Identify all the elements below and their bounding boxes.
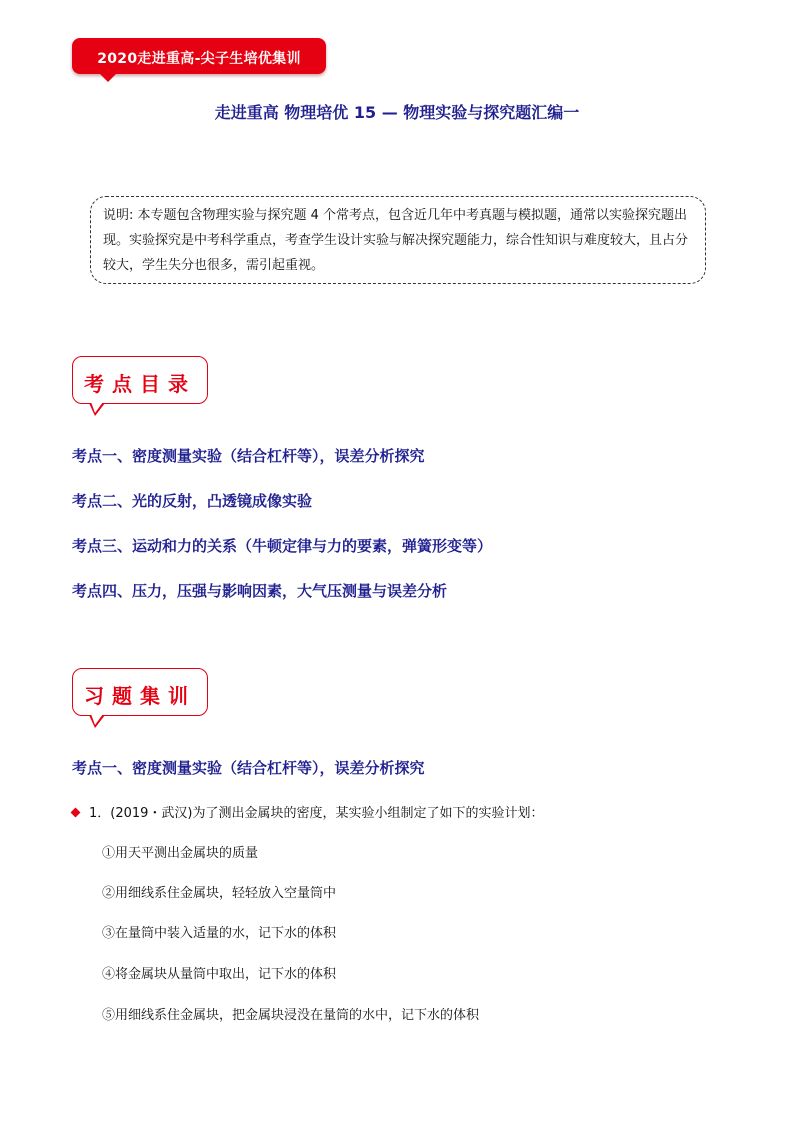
banner-tail <box>100 74 116 82</box>
practice-heading-callout <box>72 668 208 716</box>
toc-topic-3[interactable]: 考点三、运动和力的关系（牛顿定律与力的要素，弹簧形变等） <box>72 537 493 555</box>
note-box <box>90 196 706 284</box>
diamond-bullet-icon <box>71 808 81 818</box>
step-4: ④将金属块从量筒中取出，记下水的体积 <box>102 967 337 982</box>
step-1: ①用天平测出金属块的质量 <box>102 846 259 861</box>
section-topic: 考点一、密度测量实验（结合杠杆等），误差分析探究 <box>72 759 425 777</box>
step-3: ③在量筒中装入适量的水，记下水的体积 <box>102 926 337 941</box>
note-text: 说明: 本专题包含物理实验与探究题 4 个常考点，包含近几年中考真题与模拟题，通常以实验探究题出现。实验探究是中考科学重点，考查学生设计实验与解决探究题能力，综合性知识与难度较大，且占分较大，学生失分也很多，需引起重视。 <box>103 208 689 273</box>
toc-heading-callout <box>72 356 208 404</box>
document-title: 走进重高 物理培优 15 — 物理实验与探究题汇编一 <box>214 103 580 122</box>
step-2: ②用细线系住金属块，轻轻放入空量筒中 <box>102 886 337 901</box>
toc-topic-1[interactable]: 考点一、密度测量实验（结合杠杆等），误差分析探究 <box>72 447 425 465</box>
toc-heading: 考点目录 <box>84 372 196 396</box>
header-banner <box>72 38 326 74</box>
question-text: 1．(2019・武汉)为了测出金属块的密度，某实验小组制定了如下的实验计划： <box>89 806 544 821</box>
banner-text: 2020走进重高-尖子生培优集训 <box>97 51 301 67</box>
question-1 <box>72 802 544 821</box>
toc-topic-2[interactable]: 考点二、光的反射，凸透镜成像实验 <box>72 492 313 510</box>
toc-topic-4[interactable]: 考点四、压力，压强与影响因素，大气压测量与误差分析 <box>72 582 448 600</box>
step-5: ⑤用细线系住金属块，把金属块浸没在量筒的水中，记下水的体积 <box>102 1008 480 1023</box>
practice-heading: 习题集训 <box>84 684 196 708</box>
